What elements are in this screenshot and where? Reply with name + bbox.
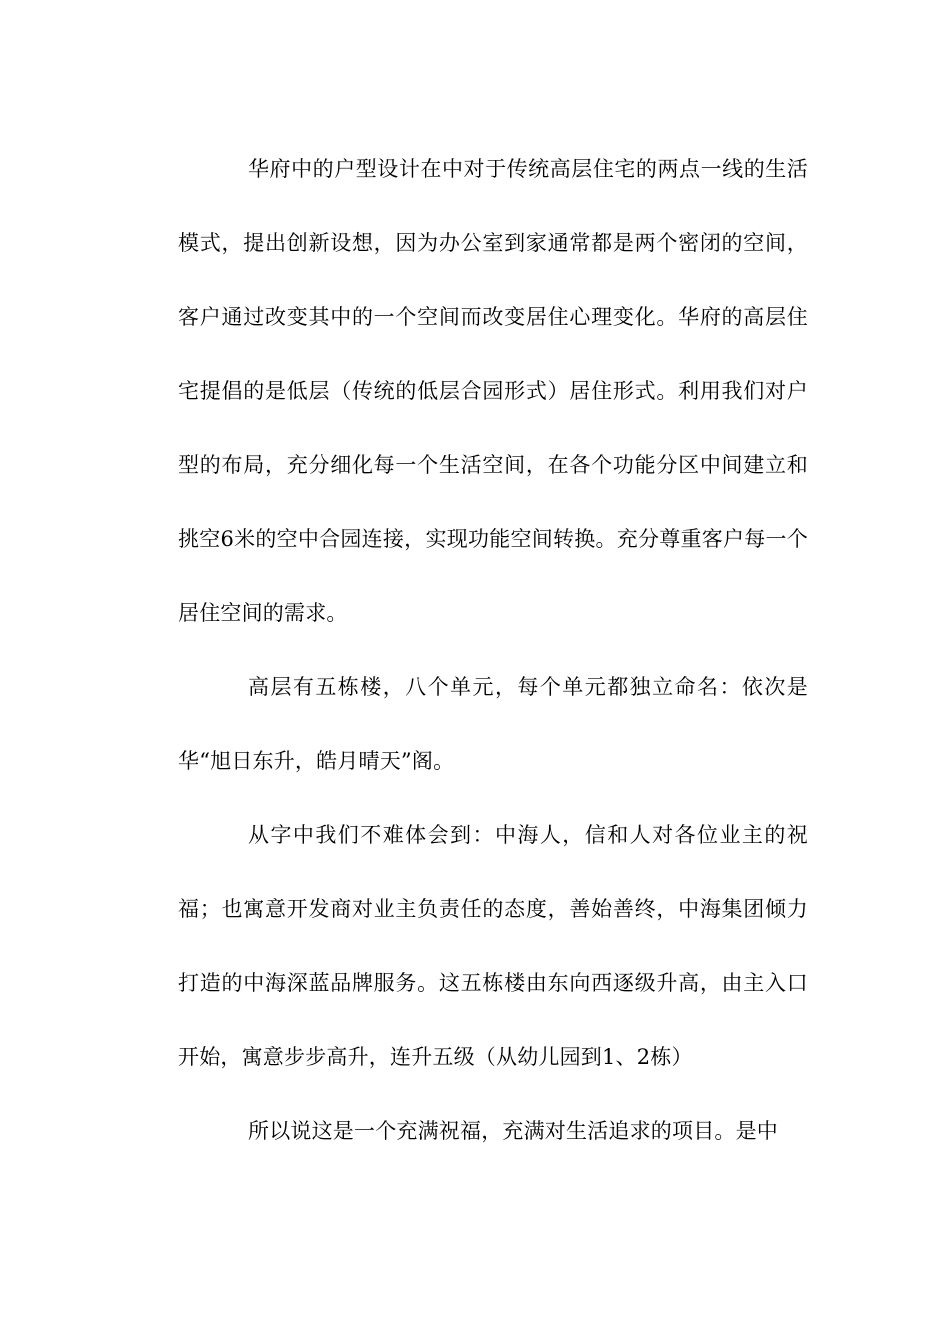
paragraph-buildings: 高层有五栋楼，八个单元，每个单元都独立命名：依次是华“旭日东升，皓月晴天”阁。 — [178, 675, 808, 773]
document-body — [178, 132, 808, 1168]
paragraph-unit-design: 华府中的户型设计在中对于传统高层住宅的两点一线的生活模式，提出创新设想，因为办公室到家通常都是两个密闭的空间，客户通过改变其中的一个空间而改变居住心理变化。华府的高层住宅提倡的是低层（传统的低层合园形式）居住形式。利用我们对户型的布局，充分细化每一个生活空间，在各个功能分区中间建立和挑空6米的空中合园连接，实现功能空间转换。充分尊重客户每一个居住空间的需求。 — [178, 157, 808, 625]
paragraph-meaning: 从字中我们不难体会到：中海人，信和人对各位业主的祝福；也寓意开发商对业主负责任的态度，善始善终，中海集团倾力打造的中海深蓝品牌服务。这五栋楼由东向西逐级升高，由主入口开始，寓意步步高升，连升五级（从幼儿园到1、2栋） — [178, 823, 808, 1069]
paragraph-summary: 所以说这是一个充满祝福，充满对生活追求的项目。是中 — [248, 1119, 778, 1143]
